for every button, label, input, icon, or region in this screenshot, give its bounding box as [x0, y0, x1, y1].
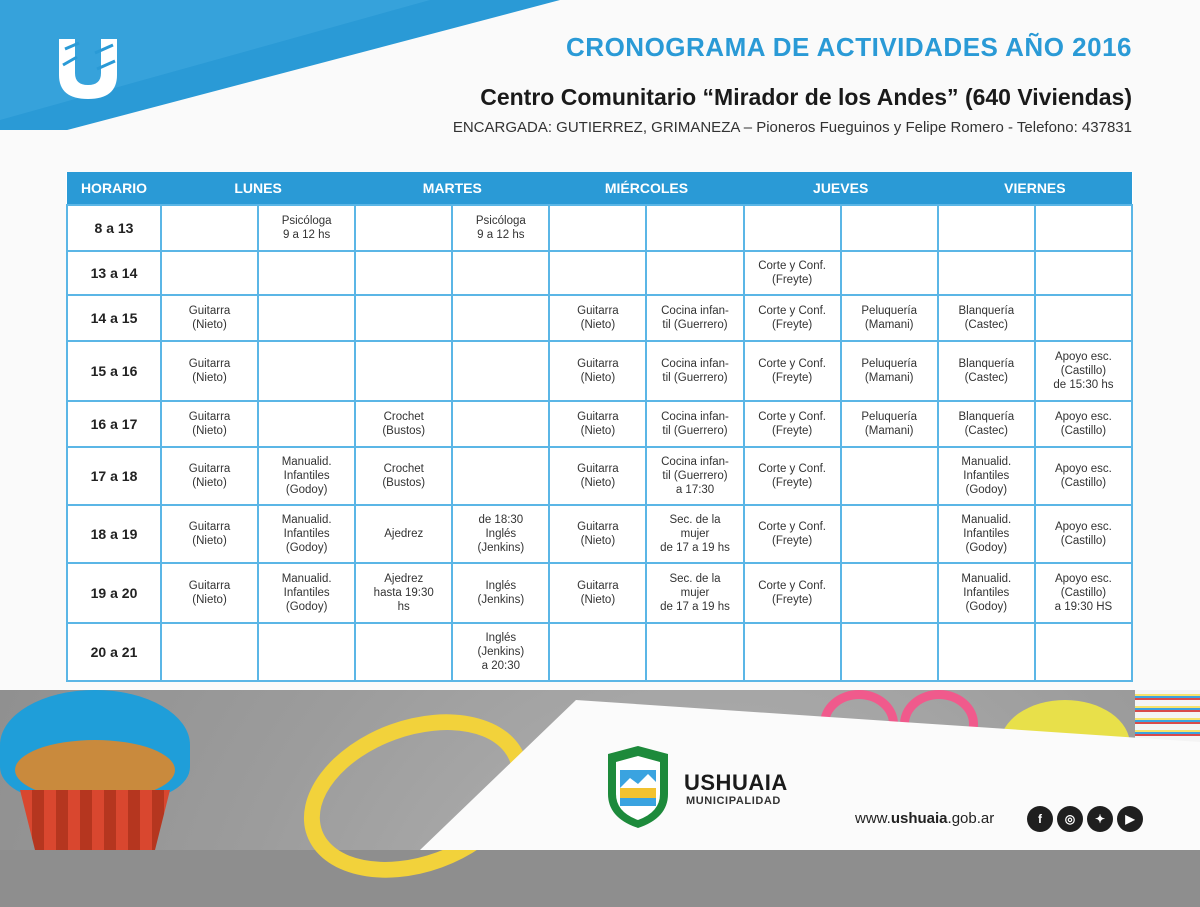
activity-cell: Corte y Conf. (Freyte) [744, 505, 841, 563]
activity-cell [258, 295, 355, 341]
table-row [67, 563, 1132, 623]
activity-cell [452, 341, 549, 401]
activity-cell [161, 251, 258, 295]
activity-cell: Inglés (Jenkins) [452, 563, 549, 623]
activity-cell [549, 251, 646, 295]
activity-cell [452, 295, 549, 341]
table-row [67, 623, 1132, 681]
activity-cell [258, 341, 355, 401]
activity-cell: Guitarra (Nieto) [549, 295, 646, 341]
activity-cell [258, 623, 355, 681]
activity-cell: Cocina infan- til (Guerrero) [646, 295, 743, 341]
activity-cell [161, 205, 258, 251]
hour-cell: 16 a 17 [67, 401, 161, 447]
activity-cell: Guitarra (Nieto) [549, 563, 646, 623]
activity-cell [744, 205, 841, 251]
activity-cell [355, 623, 452, 681]
activity-cell [452, 401, 549, 447]
activity-cell: de 18:30 Inglés (Jenkins) [452, 505, 549, 563]
header-jueves: JUEVES [744, 172, 938, 205]
facebook-icon[interactable]: f [1027, 806, 1053, 832]
activity-cell: Guitarra (Nieto) [161, 295, 258, 341]
instagram-icon[interactable]: ◎ [1057, 806, 1083, 832]
activity-cell [744, 623, 841, 681]
activity-cell: Guitarra (Nieto) [161, 505, 258, 563]
activity-cell: Blanquería (Castec) [938, 341, 1035, 401]
header-horario: HORARIO [67, 172, 161, 205]
cupcake-decoration [0, 680, 190, 850]
activity-cell: Cocina infan- til (Guerrero) [646, 341, 743, 401]
activity-cell [549, 205, 646, 251]
activity-cell: Psicóloga 9 a 12 hs [258, 205, 355, 251]
activity-cell: Manualid. Infantiles (Godoy) [258, 563, 355, 623]
hour-cell: 20 a 21 [67, 623, 161, 681]
activity-cell: Manualid. Infantiles (Godoy) [938, 563, 1035, 623]
activity-cell: Corte y Conf. (Freyte) [744, 251, 841, 295]
table-row [67, 341, 1132, 401]
youtube-icon[interactable]: ▶ [1117, 806, 1143, 832]
activity-cell: Sec. de la mujer de 17 a 19 hs [646, 563, 743, 623]
activity-cell: Corte y Conf. (Freyte) [744, 563, 841, 623]
manager-info: ENCARGADA: GUTIERREZ, GRIMANEZA – Pioneros Fueguinos y Felipe Romero - Telefono: 437831 [452, 119, 1132, 136]
activity-cell: Cocina infan- til (Guerrero) a 17:30 [646, 447, 743, 505]
activity-cell: Inglés (Jenkins) a 20:30 [452, 623, 549, 681]
twitter-icon[interactable]: ✦ [1087, 806, 1113, 832]
header-miercoles: MIÉRCOLES [549, 172, 743, 205]
page-title: CRONOGRAMA DE ACTIVIDADES AÑO 2016 [566, 32, 1132, 62]
activity-cell [841, 447, 938, 505]
hour-cell: 8 a 13 [67, 205, 161, 251]
activity-cell: Sec. de la mujer de 17 a 19 hs [646, 505, 743, 563]
activity-cell [1035, 251, 1132, 295]
ushuaia-u-logo-icon [55, 35, 121, 101]
hour-cell: 19 a 20 [67, 563, 161, 623]
header-martes: MARTES [355, 172, 549, 205]
org-subtitle: MUNICIPALIDAD [686, 795, 781, 807]
activity-cell [841, 563, 938, 623]
municipal-shield-icon [604, 744, 672, 830]
activity-cell [1035, 623, 1132, 681]
activity-cell: Ajedrez hasta 19:30 hs [355, 563, 452, 623]
activity-cell [1035, 205, 1132, 251]
hour-cell: 14 a 15 [67, 295, 161, 341]
activity-cell: Apoyo esc. (Castillo) [1035, 401, 1132, 447]
activity-cell: Blanquería (Castec) [938, 401, 1035, 447]
activity-cell [938, 623, 1035, 681]
activity-cell: Apoyo esc. (Castillo) [1035, 505, 1132, 563]
activity-cell [258, 401, 355, 447]
activity-cell: Manualid. Infantiles (Godoy) [938, 505, 1035, 563]
activity-cell: Guitarra (Nieto) [549, 447, 646, 505]
table-row [67, 447, 1132, 505]
activity-cell [355, 251, 452, 295]
activity-cell [355, 295, 452, 341]
table-row [67, 251, 1132, 295]
activity-cell [1035, 295, 1132, 341]
social-links [1027, 806, 1143, 832]
activity-cell [938, 205, 1035, 251]
hour-cell: 18 a 19 [67, 505, 161, 563]
activity-cell [841, 623, 938, 681]
activity-cell: Blanquería (Castec) [938, 295, 1035, 341]
activity-cell: Peluquería (Mamani) [841, 401, 938, 447]
hour-cell: 13 a 14 [67, 251, 161, 295]
activity-cell [161, 623, 258, 681]
activity-cell [646, 251, 743, 295]
header-lunes: LUNES [161, 172, 355, 205]
table-row [67, 295, 1132, 341]
table-row [67, 505, 1132, 563]
activity-cell: Corte y Conf. (Freyte) [744, 447, 841, 505]
activity-cell [841, 205, 938, 251]
activity-cell: Corte y Conf. (Freyte) [744, 341, 841, 401]
header-viernes: VIERNES [938, 172, 1132, 205]
activity-cell: Guitarra (Nieto) [161, 341, 258, 401]
activity-cell: Peluquería (Mamani) [841, 295, 938, 341]
center-name: Centro Comunitario “Mirador de los Andes” (640 Viviendas) [480, 84, 1132, 110]
website-domain: ushuaia [890, 810, 948, 827]
activity-cell: Crochet (Bustos) [355, 447, 452, 505]
activity-cell [646, 205, 743, 251]
activity-cell: Ajedrez [355, 505, 452, 563]
activity-cell: Crochet (Bustos) [355, 401, 452, 447]
activity-cell: Guitarra (Nieto) [161, 447, 258, 505]
activity-cell [841, 251, 938, 295]
table-row [67, 205, 1132, 251]
activity-cell: Guitarra (Nieto) [161, 563, 258, 623]
website-suffix: .gob.ar [947, 810, 995, 827]
activity-cell: Apoyo esc. (Castillo) [1035, 447, 1132, 505]
activity-cell: Corte y Conf. (Freyte) [744, 295, 841, 341]
activity-cell: Manualid. Infantiles (Godoy) [258, 447, 355, 505]
website-link[interactable] [855, 810, 994, 827]
activity-cell: Guitarra (Nieto) [549, 341, 646, 401]
activity-cell: Guitarra (Nieto) [549, 401, 646, 447]
activity-cell [452, 251, 549, 295]
activity-cell [452, 447, 549, 505]
activity-cell: Apoyo esc. (Castillo) de 15:30 hs [1035, 341, 1132, 401]
schedule-table [66, 172, 1133, 682]
activity-cell: Guitarra (Nieto) [161, 401, 258, 447]
org-name: USHUAIA [684, 770, 788, 795]
website-prefix: www. [855, 810, 891, 827]
activity-cell: Corte y Conf. (Freyte) [744, 401, 841, 447]
activity-cell [258, 251, 355, 295]
hour-cell: 17 a 18 [67, 447, 161, 505]
activity-cell [938, 251, 1035, 295]
table-header-row [67, 172, 1132, 205]
table-row [67, 401, 1132, 447]
activity-cell [841, 505, 938, 563]
activity-cell [646, 623, 743, 681]
activity-cell [355, 205, 452, 251]
activity-cell: Psicóloga 9 a 12 hs [452, 205, 549, 251]
activity-cell: Manualid. Infantiles (Godoy) [938, 447, 1035, 505]
activity-cell [355, 341, 452, 401]
activity-cell: Guitarra (Nieto) [549, 505, 646, 563]
hour-cell: 15 a 16 [67, 341, 161, 401]
activity-cell: Apoyo esc. (Castillo) a 19:30 HS [1035, 563, 1132, 623]
activity-cell [549, 623, 646, 681]
activity-cell: Manualid. Infantiles (Godoy) [258, 505, 355, 563]
activity-cell: Cocina infan- til (Guerrero) [646, 401, 743, 447]
activity-cell: Peluquería (Mamani) [841, 341, 938, 401]
